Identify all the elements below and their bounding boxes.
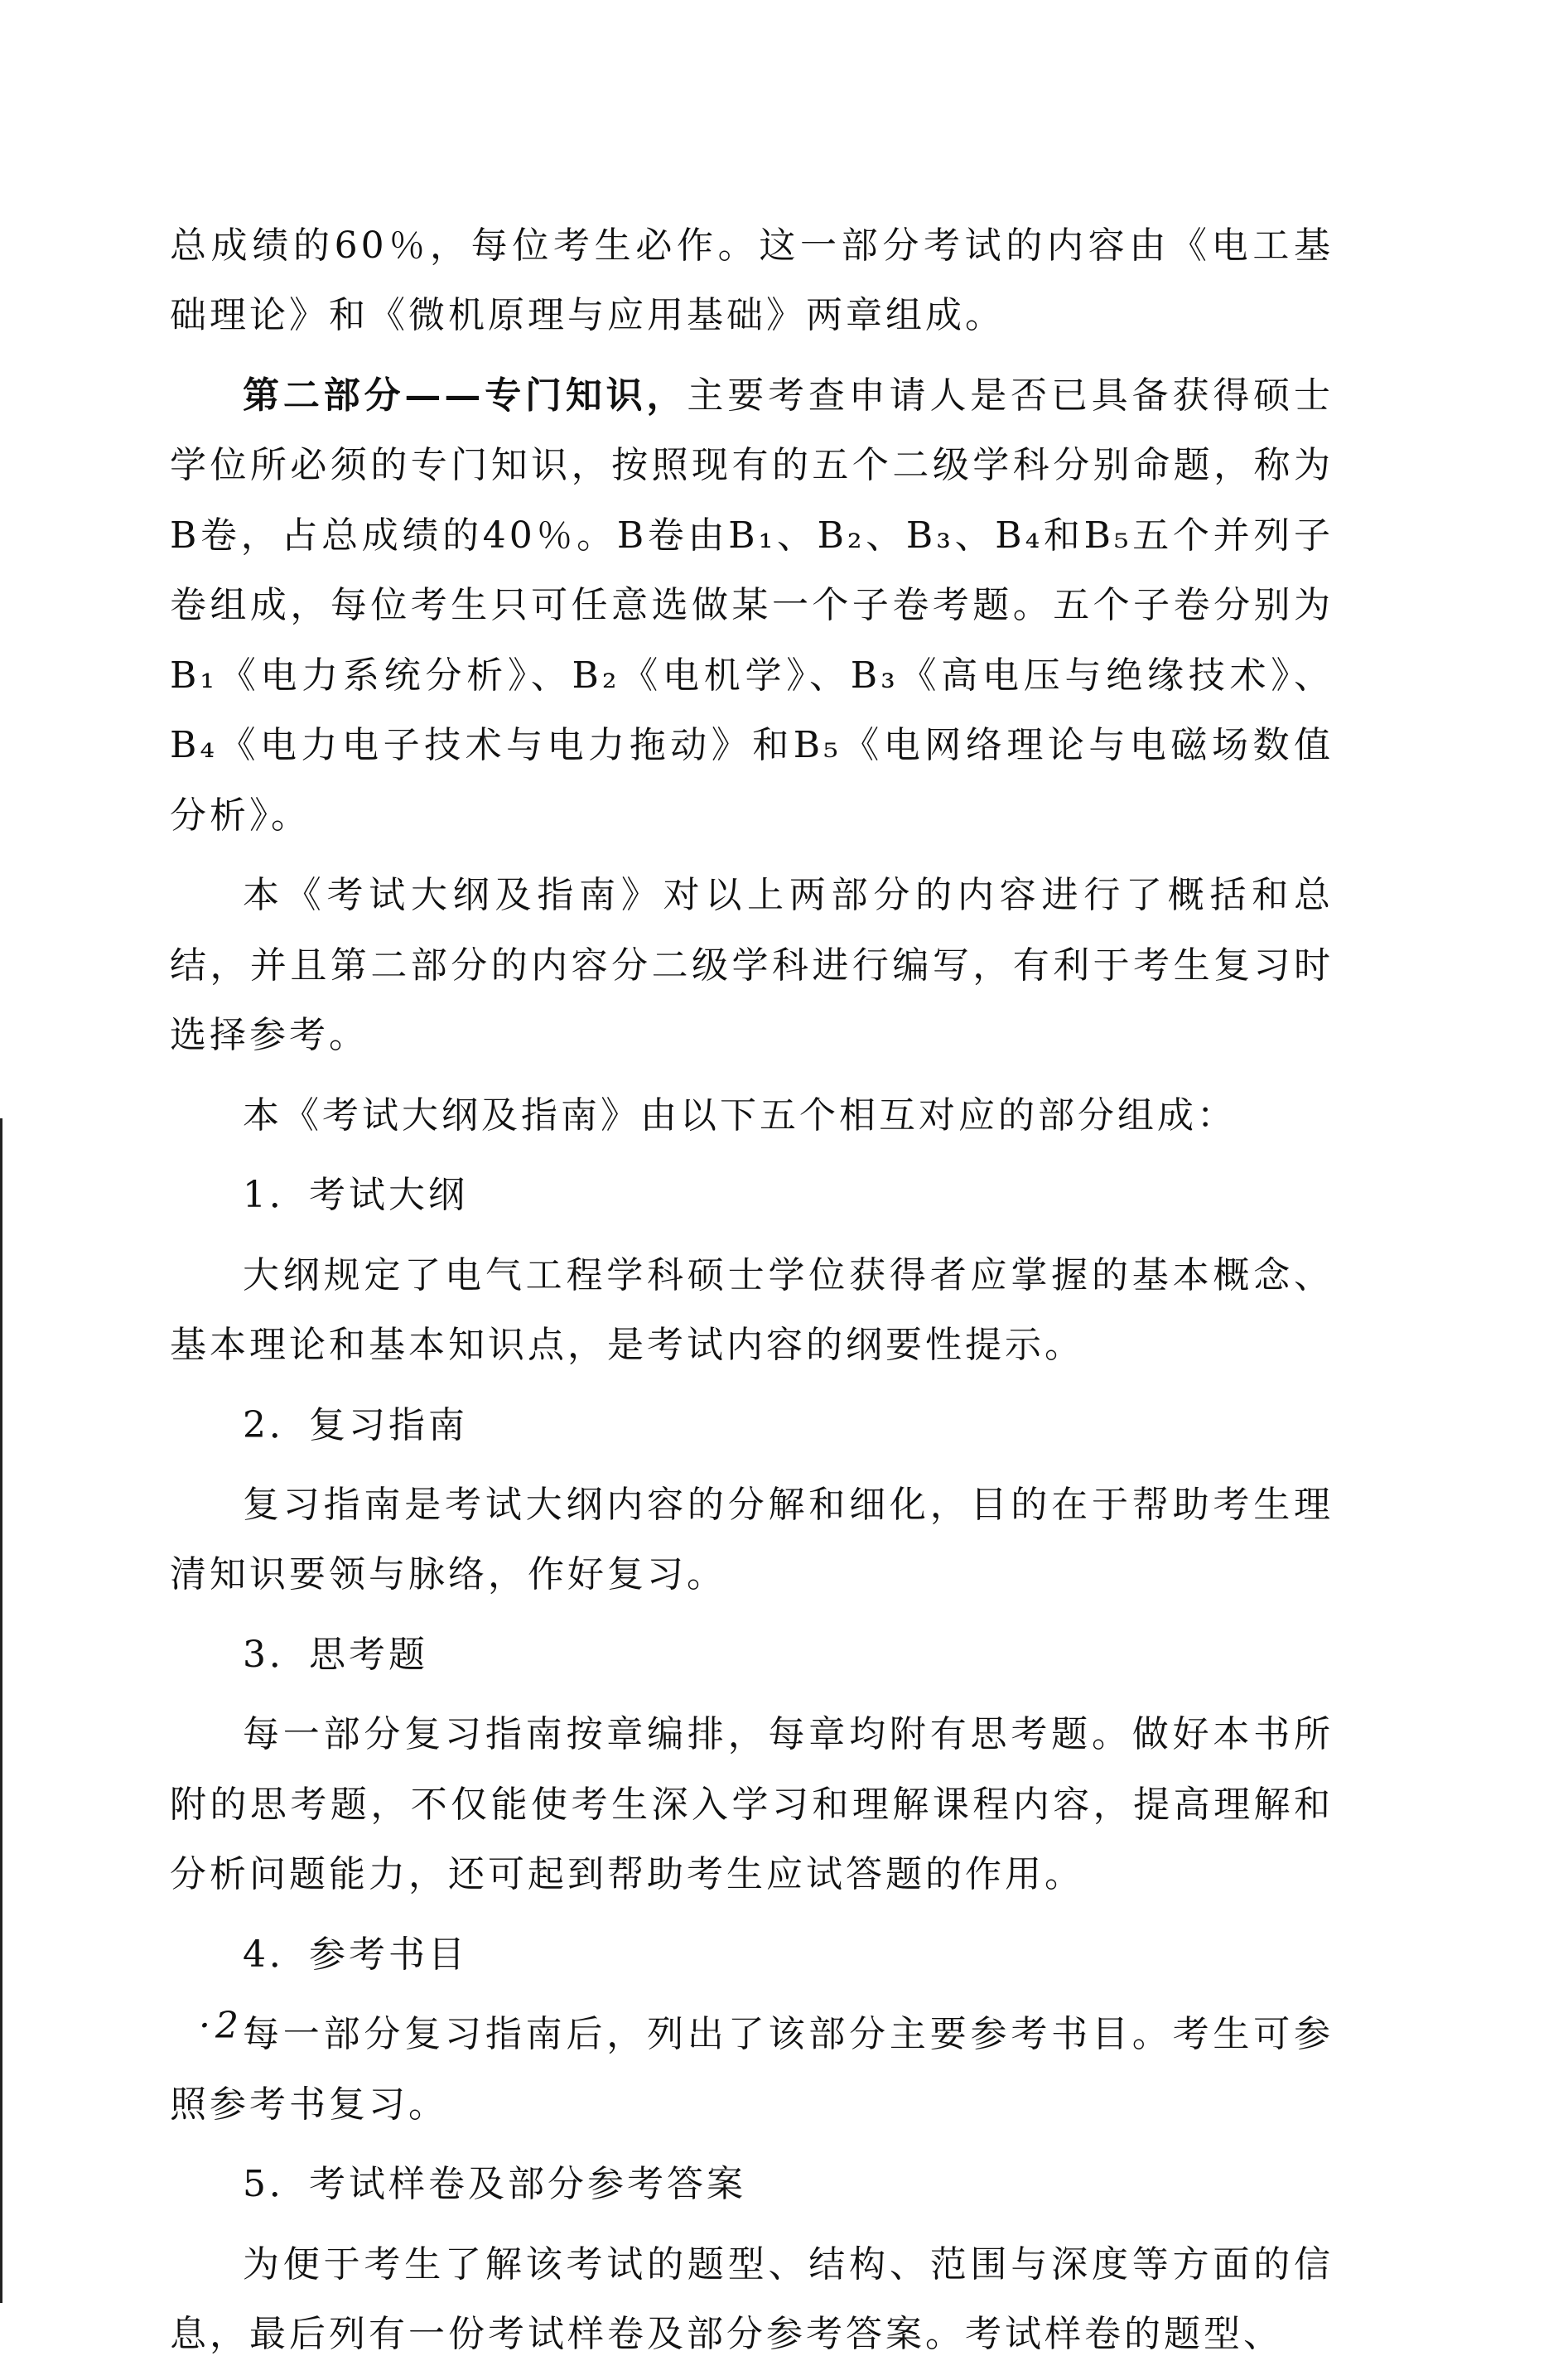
binding-edge [0,1118,2,2303]
paragraph-outline: 大纲规定了电气工程学科硕士学位获得者应掌握的基本概念、基本理论和基本知识点，是考试内容的纲要性提示。 [170,1253,1334,1367]
paragraph-composition: 本《考试大纲及指南》由以下五个相互对应的部分组成： [243,1093,1237,1137]
section-heading-5: 5．考试样卷及部分参考答案 [243,2163,746,2206]
paragraph-references: 每一部分复习指南后，列出了该部分主要参考书目。考生可参照参考书复习。 [170,2013,1334,2126]
part-two-heading: 第二部分——专门知识， [243,374,688,417]
section-heading-3: 3．思考题 [243,1633,428,1676]
page-number: ·2· [199,2005,260,2047]
paragraph-part-two [170,361,1334,851]
paragraph-sample-exam: 为便于考生了解该考试的题型、结构、范围与深度等方面的信息，最后列有一份考试样卷及部分参考答案。考试样卷的题型、 [170,2242,1334,2356]
paragraph-questions: 每一部分复习指南按章编排，每章均附有思考题。做好本书所附的思考题，不仅能使考生深入学习和理解课程内容，提高理解和分析问题能力，还可起到帮助考生应试答题的作用。 [170,1713,1334,1896]
paragraph-review-guide: 复习指南是考试大纲内容的分解和细化，目的在于帮助考生理清知识要领与脉络，作好复习。 [170,1483,1334,1596]
paragraph-continuation: 总成绩的60％，每位考生必作。这一部分考试的内容由《电工基础理论》和《微机原理与应用基础》两章组成。 [170,224,1334,337]
part-two-text: 主要考查申请人是否已具备获得硕士学位所必须的专门知识，按照现有的五个二级学科分别命题，称为B卷，占总成绩的40％。B卷由B₁、B₂、B₃、B₄和B₅五个并列子卷组成，每位考生只可任意选做某一个子卷考题。五个子卷分别为B₁《电力系统分析》、B₂《电机学》、B₃《高电压与绝缘技术》、B₄《电力电子技术与电力拖动》和B₅《电网络理论与电磁场数值分析》。 [170,374,1334,837]
section-heading-2: 2．复习指南 [243,1403,468,1446]
section-heading-1: 1．考试大纲 [243,1174,468,1217]
paragraph-summary: 本《考试大纲及指南》对以上两部分的内容进行了概括和总结，并且第二部分的内容分二级学科进行编写，有利于考生复习时选择参考。 [170,874,1334,1057]
section-heading-4: 4．参考书目 [243,1933,468,1976]
body-text [170,211,1334,2380]
